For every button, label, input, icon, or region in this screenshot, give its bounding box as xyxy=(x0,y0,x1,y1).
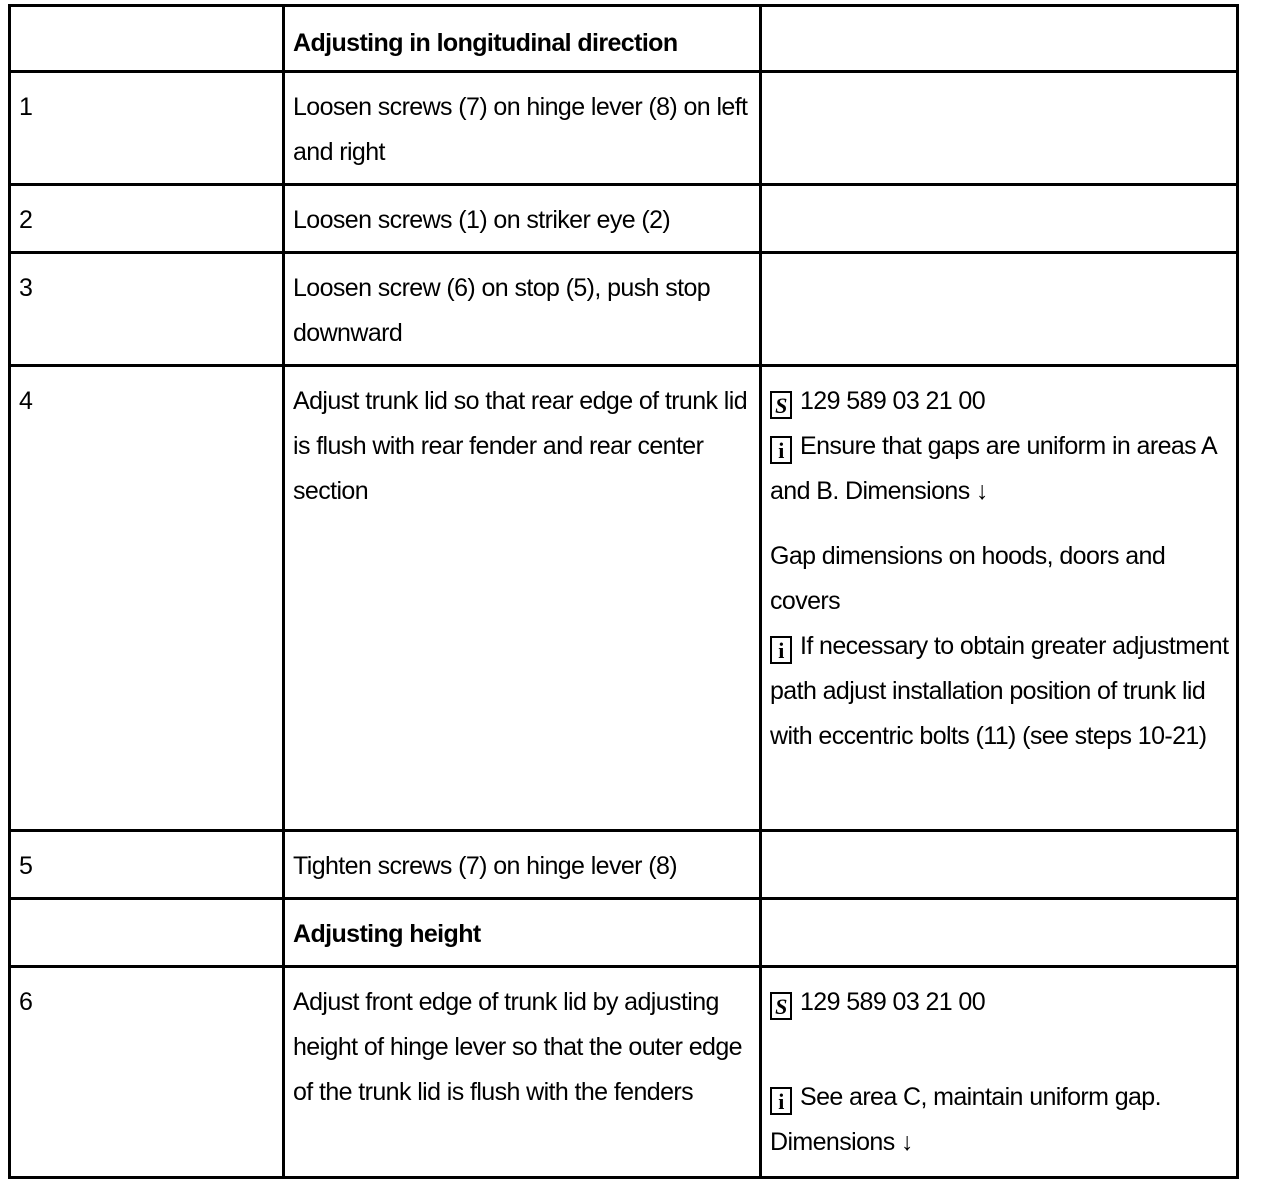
tool-icon: S xyxy=(770,992,792,1020)
info-note xyxy=(770,1075,1230,1165)
tool-note xyxy=(770,379,1230,424)
table-row xyxy=(10,967,1238,1178)
table-row xyxy=(10,185,1238,253)
notes-cell xyxy=(761,72,1238,185)
table-row xyxy=(10,72,1238,185)
step-action: Tighten screws (7) on hinge lever (8) xyxy=(284,831,761,899)
step-action: Loosen screw (6) on stop (5), push stop downward xyxy=(284,253,761,366)
step-action: Loosen screws (1) on striker eye (2) xyxy=(284,185,761,253)
notes-cell xyxy=(761,253,1238,366)
notes-cell xyxy=(761,185,1238,253)
step-number xyxy=(10,6,284,72)
tool-note xyxy=(770,980,1230,1025)
step-number xyxy=(10,899,284,967)
step-number: 6 xyxy=(10,967,284,1178)
section-heading: Adjusting in longitudinal direction xyxy=(284,6,761,72)
step-number: 3 xyxy=(10,253,284,366)
table-row xyxy=(10,366,1238,831)
notes-cell xyxy=(761,831,1238,899)
table-row xyxy=(10,253,1238,366)
info-icon: i xyxy=(770,636,792,664)
info-text: If necessary to obtain greater adjustment path adjust installation position of trunk lid with eccentric bolts (11) (see steps 10-21) xyxy=(770,632,1229,750)
info-note xyxy=(770,624,1230,759)
section-heading: Adjusting height xyxy=(284,899,761,967)
step-number: 1 xyxy=(10,72,284,185)
tool-number: 129 589 03 21 00 xyxy=(800,387,986,415)
reference-link[interactable]: Gap dimensions on hoods, doors and covers xyxy=(770,542,1166,615)
table-row xyxy=(10,6,1238,72)
tool-number: 129 589 03 21 00 xyxy=(800,988,986,1016)
notes-cell xyxy=(761,6,1238,72)
step-action: Loosen screws (7) on hinge lever (8) on left and right xyxy=(284,72,761,185)
info-icon: i xyxy=(770,436,792,464)
procedure-table xyxy=(8,4,1239,1179)
notes-cell xyxy=(761,366,1238,831)
tool-icon: S xyxy=(770,391,792,419)
table-row xyxy=(10,899,1238,967)
table-row xyxy=(10,831,1238,899)
notes-cell xyxy=(761,899,1238,967)
step-action: Adjust trunk lid so that rear edge of trunk lid is flush with rear fender and rear center section xyxy=(284,366,761,831)
step-number: 4 xyxy=(10,366,284,831)
step-action: Adjust front edge of trunk lid by adjusting height of hinge lever so that the outer edge of the trunk lid is flush with the fenders xyxy=(284,967,761,1178)
notes-cell xyxy=(761,967,1238,1178)
info-icon: i xyxy=(770,1087,792,1115)
info-text: Ensure that gaps are uniform in areas A and B. Dimensions ↓ xyxy=(770,432,1216,505)
step-number: 5 xyxy=(10,831,284,899)
step-number: 2 xyxy=(10,185,284,253)
procedure-table-container xyxy=(8,4,1236,1179)
info-note xyxy=(770,424,1230,514)
info-text: See area C, maintain uniform gap. Dimensions ↓ xyxy=(770,1083,1161,1156)
